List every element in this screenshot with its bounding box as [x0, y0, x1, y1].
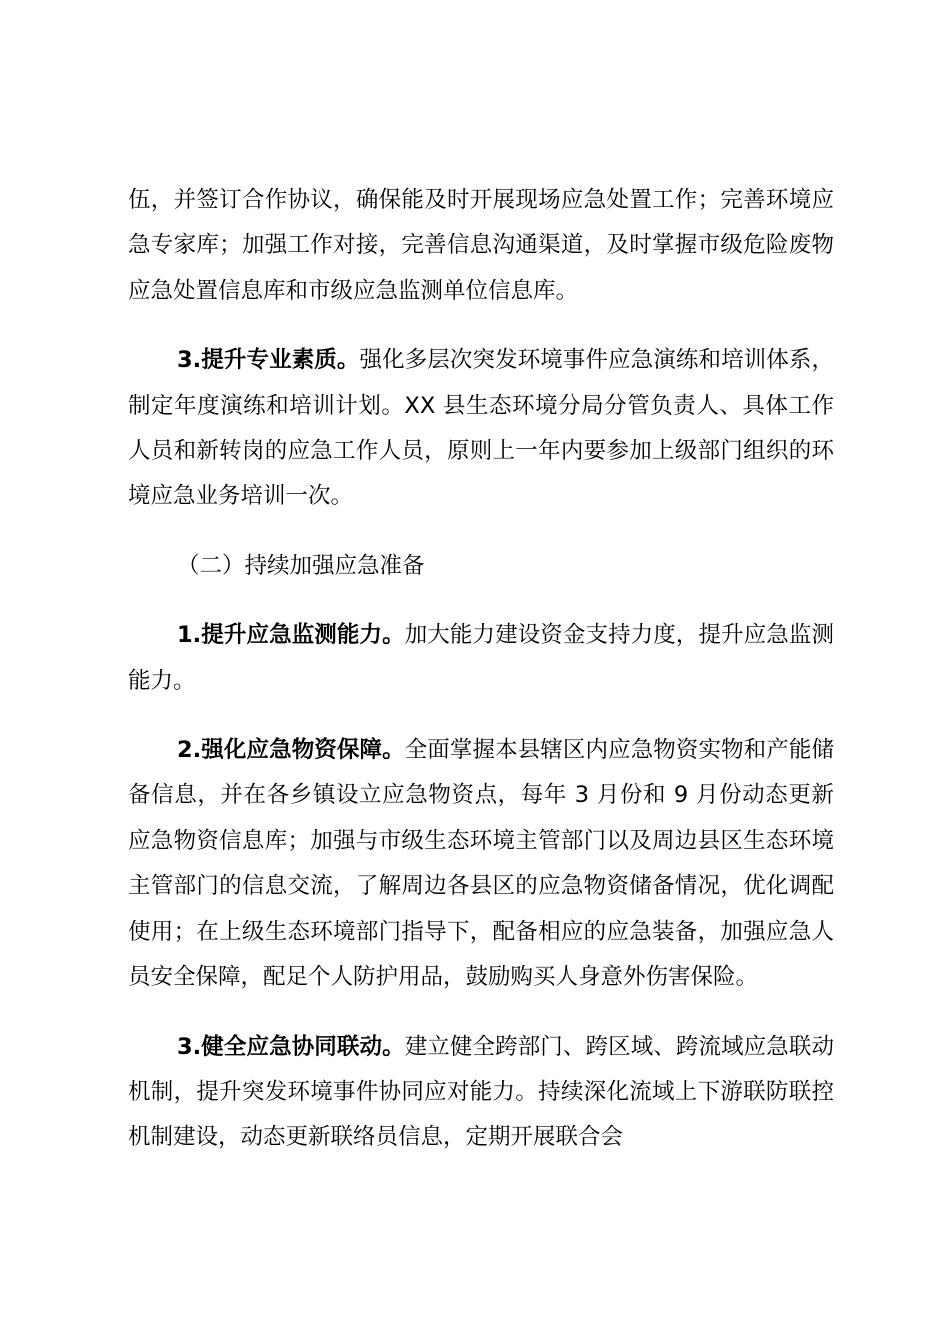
item-heading: 3.提升专业素质。: [177, 347, 360, 374]
paragraph-improve-professional-quality: [128, 338, 834, 520]
item-heading: 1.提升应急监测能力。: [177, 622, 405, 649]
item-text: 强化多层次突发环境事件应急演练和培训体系，制定年度演练和培训计划。XX 县生态环境分局分管负责人、具体工作人员和新转岗的应急工作人员，原则上一年内要参加上级部门组织的环境应急业务培训一次。: [128, 347, 834, 510]
item-text: 加大能力建设资金支持力度，提升应急监测能力。: [128, 622, 834, 694]
item-text: 建立健全跨部门、跨区域、跨流域应急联动机制，提升突发环境事件协同应对能力。持续深化流域上下游联防联控机制建设，动态更新联络员信息，定期开展联合会: [128, 1033, 834, 1151]
item-text: 全面掌握本县辖区内应急物资实物和产能储备信息，并在各乡镇设立应急物资点，每年 3 月份和 9 月份动态更新应急物资信息库；加强与市级生态环境主管部门以及周边县区生态环境主管部门的信息交流，了解周边各县区的应急物资储备情况，优化调配使用；在上级生态环境部门指导下，配备相应的应急装备，加强应急人员安全保障，配足个人防护用品，鼓励购买人身意外伤害保险。: [128, 737, 834, 991]
paragraph-continuation: 伍，并签订合作协议，确保能及时开展现场应急处置工作；完善环境应急专家库；加强工作对接，完善信息沟通渠道，及时掌握市级危险废物应急处置信息库和市级应急监测单位信息库。: [128, 187, 834, 304]
item-heading: 2.强化应急物资保障。: [177, 737, 405, 764]
paragraph-material-guarantee: [128, 728, 834, 1000]
paragraph-improve-monitoring: [128, 613, 834, 704]
document-body: [128, 178, 834, 1185]
item-heading: 3.健全应急协同联动。: [177, 1033, 405, 1060]
section-heading: （二）持续加强应急准备: [177, 552, 425, 579]
paragraph-coordination: [128, 1025, 834, 1161]
